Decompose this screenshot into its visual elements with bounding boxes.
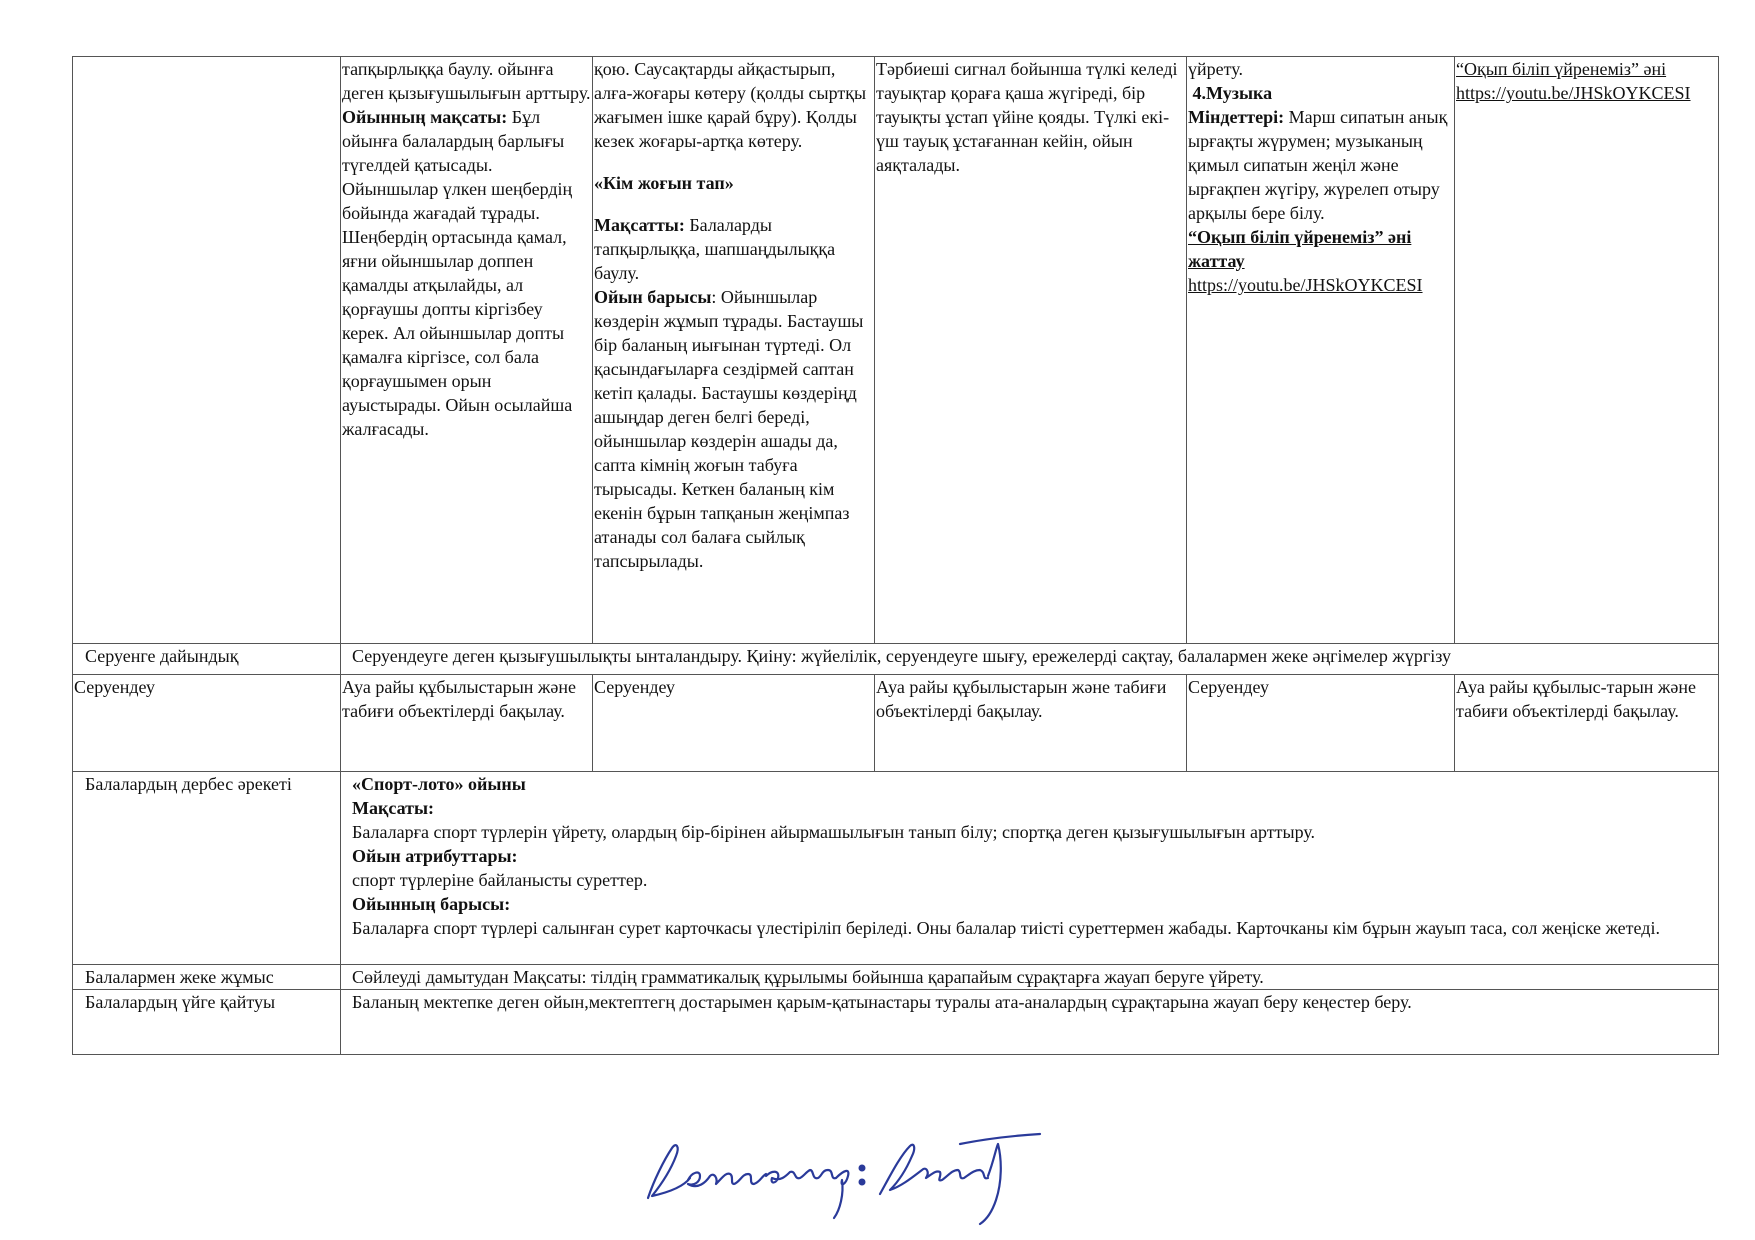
cell-music (1187, 57, 1455, 644)
cell-intro: үйрету. (1188, 59, 1243, 79)
cell-walk-prep: Серуендеуге деген қызығушылықты ынталандыру. Қиіну: жүйелілік, серуендеуге шығу, ережелерді сақтау, балалармен жеке әңгімелер жүргізу (341, 644, 1719, 675)
cell-sport-loto (341, 772, 1719, 965)
youtube-link[interactable]: https://youtu.be/JHSkOYKCESI (1456, 83, 1691, 103)
goal-text: Балаларға спорт түрлерін үйрету, олардың бір-бірінен айырмашылығын танып білу; спортқа деген қызығушылығын арттыру. (352, 822, 1316, 842)
table-row-games (73, 57, 1719, 644)
cell-walk: Серуендеу (593, 675, 875, 772)
process-text: : Ойыншылар көздерін жұмып тұрады. Бастаушы бір баланың иығынан түртеді. Ол қасындағыларға сездірмей саптан кетіп қалады. Бастаушы көздеріңд ашыңдар деген белгі береді, ойыншылар көздерін ашады да, сапта кімнің жоғын табуға тырысады. Кеткен баланың кім екенін бұрын тапқанын жеңімпаз атанады сол балаға сыйлық тапсырылады. (594, 287, 864, 571)
row-label-individual: Балалармен жеке жұмыс (73, 965, 341, 990)
cell-game-castle (341, 57, 593, 644)
cell-individual: Сөйлеуді дамытудан Мақсаты: тілдің грамматикалық құрылымы бойынша қарапайым сұрақтарға жауап беруге үйрету. (341, 965, 1719, 990)
cell-intro: қою. Саусақтарды айқастырып, алға-жоғары көтеру (қолды сыртқы жағымен ішке қарай бұру). Қолды кезек жоғары-артқа көтеру. (594, 59, 867, 151)
table-row-individual (73, 965, 1719, 990)
tasks-title: Міндеттері: (1188, 107, 1285, 127)
youtube-link[interactable]: https://youtu.be/JHSkOYKCESI (1188, 275, 1423, 295)
goal-text: Бұл ойынға балалардың барлығы түгелдей қатысады. Ойыншылар үлкен шеңбердің бойында жағадай тұрады. Шеңбердің ортасында қамал, яғни ойыншылар доппен қамалды атқылайды, ал қорғаушы допты кіргізбеу керек. Ал ойыншылар допты қамалға кіргізсе, сол бала қорғаушымен орын ауыстырады. Ойын осылайша жалғасады. (342, 107, 573, 439)
cell-game-fox (875, 57, 1187, 644)
goal-title: Мақсатты: (594, 215, 685, 235)
attr-title: Ойын атрибуттары: (352, 846, 518, 866)
row-label-walk-prep: Серуенге дайындық (73, 644, 341, 675)
cell-text: Тәрбиеші сигнал бойынша түлкі келеді тауықтар қораға қаша жүгіреді, бір тауықты ұстап үйіне қояды. Түлкі екі-үш тауық ұстағаннан кейін, ойын аяқталады. (876, 59, 1178, 175)
cell-walk-observe: Ауа райы құбылыстарын және табиғи объектілерді бақылау. (341, 675, 593, 772)
cell-going-home: Баланың мектепке деген ойын,мектептегң достарымен қарым-қатынастары туралы ата-аналардың сұрақтарына жауап беру кеңестер беру. (341, 990, 1719, 1055)
table-row-walk-prep (73, 644, 1719, 675)
row-label-walk: Серуендеу (73, 675, 341, 772)
goal-title: Мақсаты: (352, 798, 434, 818)
game-title: «Спорт-лото» ойыны (352, 774, 526, 794)
cell-intro: тапқырлыққа баулу. ойынға деген қызығушылығын арттыру. (342, 59, 591, 103)
tasks-text: Марш сипатын анық ырғақты жүрумен; музыканың қимыл сипатын жеңіл және ырғақпен жүгіру, жүрелеп отыру арқылы бере білу. (1188, 107, 1448, 223)
table-row-walk (73, 675, 1719, 772)
goal-text: Балаларды тапқырлыққа, шапшаңдылыққа баулу. (594, 215, 836, 283)
row-label-independent: Балалардың дербес әрекеті (73, 772, 341, 965)
process-text: Балаларға спорт түрлері салынған сурет карточкасы үлестіріліп беріледі. Оны балалар тиісті суреттермен жабады. Карточканы кім бұрын жауып таса, сол жеңіске жетеді. (352, 918, 1660, 938)
signature-strokes (648, 1134, 1040, 1224)
attr-text: спорт түрлеріне байланысты суреттер. (352, 870, 648, 890)
process-title: Ойын барысы (594, 287, 712, 307)
table-row-going-home (73, 990, 1719, 1055)
daily-plan-table (72, 56, 1719, 1055)
music-title: 4.Музыка (1192, 83, 1273, 103)
handwritten-signature (630, 1120, 1060, 1230)
song-title: “Оқып біліп үйренеміз” әні жаттау (1188, 227, 1412, 271)
row-label-empty (73, 57, 341, 644)
table-row-independent (73, 772, 1719, 965)
row-label-going-home: Балалардың үйге қайтуы (73, 990, 341, 1055)
cell-walk: Серуендеу (1187, 675, 1455, 772)
cell-walk-observe: Ауа райы құбылыстарын және табиғи объектілерді бақылау. (875, 675, 1187, 772)
process-title: Ойынның барысы: (352, 894, 511, 914)
cell-walk-observe: Ауа райы құбылыс-тарын және табиғи объектілерді бақылау. (1455, 675, 1719, 772)
game-title: «Кім жоғын тап» (594, 173, 734, 193)
goal-title: Ойынның мақсаты: (342, 107, 508, 127)
song-title: “Оқып біліп үйренеміз” әні (1456, 59, 1667, 79)
cell-song (1455, 57, 1719, 644)
cell-game-who-missing (593, 57, 875, 644)
